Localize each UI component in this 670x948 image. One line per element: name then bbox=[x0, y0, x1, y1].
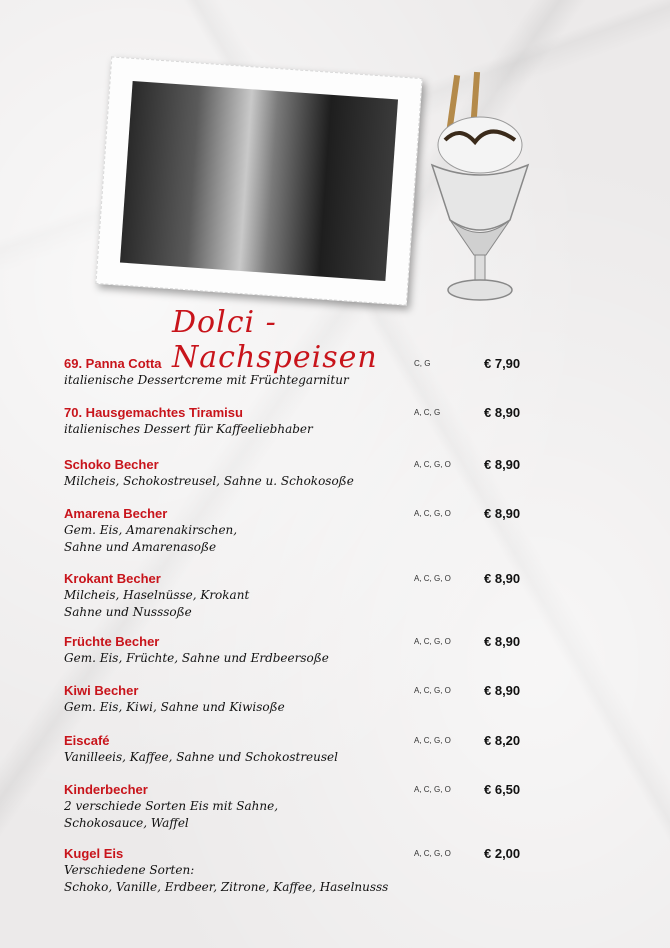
item-name: Amarena Becher bbox=[64, 506, 168, 521]
item-price: € 8,20 bbox=[484, 733, 521, 748]
menu-item bbox=[64, 846, 544, 896]
item-name: Kugel Eis bbox=[64, 846, 124, 861]
item-price: € 8,90 bbox=[484, 634, 521, 649]
item-allergens: A, C, G, O bbox=[414, 736, 451, 745]
item-description: Sahne und Amarenasoße bbox=[64, 540, 217, 554]
item-allergens: A, C, G, O bbox=[414, 686, 451, 695]
item-description: Milcheis, Haselnüsse, Krokant bbox=[64, 588, 250, 602]
item-allergens: A, C, G, O bbox=[414, 509, 451, 518]
menu-item bbox=[64, 457, 544, 490]
item-allergens: A, C, G, O bbox=[414, 785, 451, 794]
item-description: 2 verschiede Sorten Eis mit Sahne, bbox=[64, 799, 279, 813]
menu-item bbox=[64, 683, 544, 716]
menu-item bbox=[64, 634, 544, 667]
item-allergens: A, C, G, O bbox=[414, 849, 451, 858]
item-name: 70. Hausgemachtes Tiramisu bbox=[64, 405, 243, 420]
item-name: Krokant Becher bbox=[64, 571, 161, 586]
item-description: Milcheis, Schokostreusel, Sahne u. Schokosoße bbox=[64, 474, 354, 488]
item-description: italienisches Dessert für Kaffeeliebhaber bbox=[64, 422, 313, 436]
item-description: Schoko, Vanille, Erdbeer, Zitrone, Kaffee, Haselnusss bbox=[64, 880, 389, 894]
item-description: Verschiedene Sorten: bbox=[64, 863, 195, 877]
item-price: € 8,90 bbox=[484, 457, 521, 472]
item-price: € 8,90 bbox=[484, 506, 521, 521]
item-description: Schokosauce, Waffel bbox=[64, 816, 189, 830]
item-allergens: A, C, G, O bbox=[414, 574, 451, 583]
item-name: Kiwi Becher bbox=[64, 683, 139, 698]
item-description: Gem. Eis, Früchte, Sahne und Erdbeersoße bbox=[64, 651, 329, 665]
menu-item bbox=[64, 733, 544, 766]
item-name: 69. Panna Cotta bbox=[64, 356, 162, 371]
menu-item bbox=[64, 571, 544, 621]
item-description: italienische Dessertcreme mit Früchtegarnitur bbox=[64, 373, 349, 387]
vintage-photo bbox=[95, 56, 422, 305]
item-allergens: A, C, G bbox=[414, 408, 441, 417]
item-allergens: A, C, G, O bbox=[414, 460, 451, 469]
item-name: Eiscafé bbox=[64, 733, 110, 748]
menu-item bbox=[64, 782, 544, 832]
item-allergens: C, G bbox=[414, 359, 431, 368]
item-price: € 8,90 bbox=[484, 683, 521, 698]
ice-cream-sundae-illustration bbox=[420, 70, 540, 310]
item-name: Kinderbecher bbox=[64, 782, 148, 797]
item-name: Früchte Becher bbox=[64, 634, 160, 649]
item-price: € 6,50 bbox=[484, 782, 521, 797]
menu-item bbox=[64, 506, 544, 556]
menu-item bbox=[64, 356, 544, 389]
kissing-couple-photo bbox=[120, 81, 398, 281]
item-price: € 8,90 bbox=[484, 571, 521, 586]
item-price: € 8,90 bbox=[484, 405, 521, 420]
item-description: Gem. Eis, Amarenakirschen, bbox=[64, 523, 238, 537]
item-description: Sahne und Nusssoße bbox=[64, 605, 192, 619]
item-description: Vanilleeis, Kaffee, Sahne und Schokostreusel bbox=[64, 750, 338, 764]
item-price: € 7,90 bbox=[484, 356, 521, 371]
item-allergens: A, C, G, O bbox=[414, 637, 451, 646]
menu-title: Dolci - Nachspeisen bbox=[172, 305, 378, 375]
item-description: Gem. Eis, Kiwi, Sahne und Kiwisoße bbox=[64, 700, 285, 714]
menu-item bbox=[64, 405, 544, 438]
item-price: € 2,00 bbox=[484, 846, 521, 861]
item-name: Schoko Becher bbox=[64, 457, 159, 472]
